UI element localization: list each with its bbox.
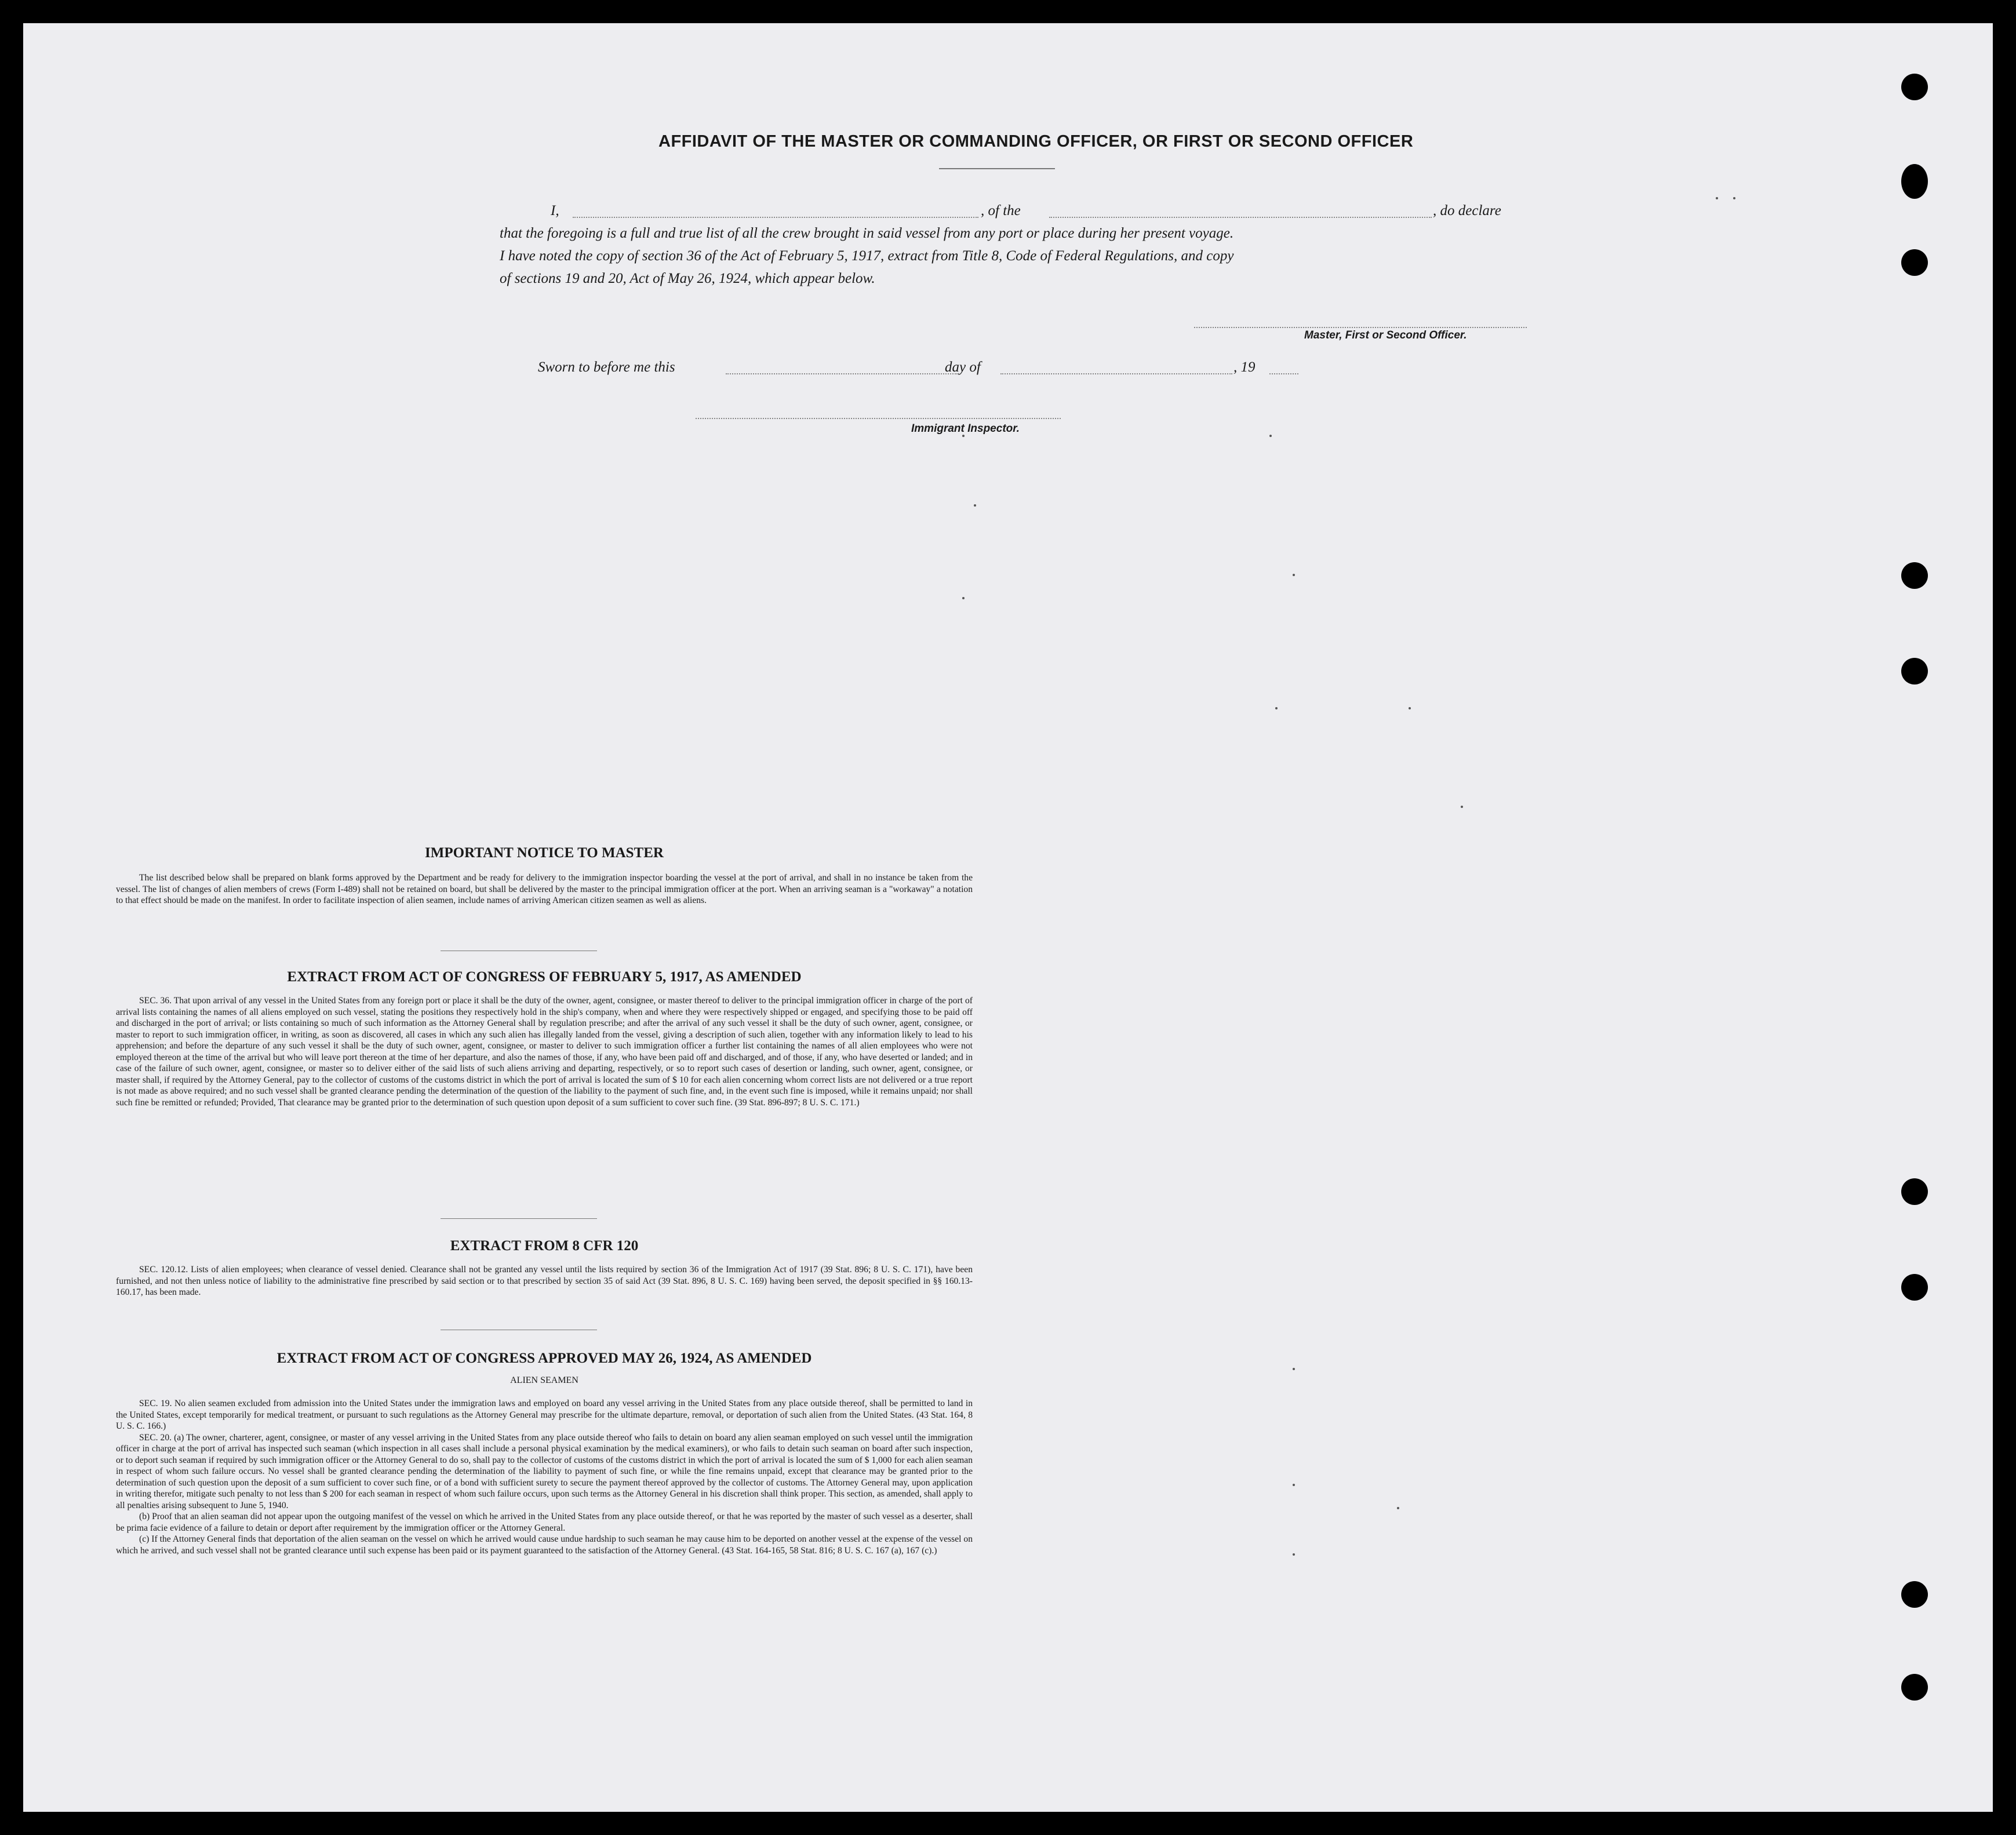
master-signature-blank[interactable] xyxy=(1194,327,1527,328)
scan-speck xyxy=(962,435,965,437)
declaration-line-1: that the foregoing is a full and true list of all the crew brought in said vessel from any port or place during her present voyage. xyxy=(500,225,1234,241)
declaration-line-3: of sections 19 and 20, Act of May 26, 1924, which appear below. xyxy=(500,271,875,286)
sec-19: SEC. 19. No alien seamen excluded from admission into the United States under the immigration laws and employed on board any vessel arriving in the United States from any place outside thereof, shall be permitted to land in the United States, except temporarily for medical treatment, or pursuant to such regulations as the Attorney General may prescribe for the ultimate departure, removal, or deportation of such alien from the United States. (43 Stat. 164, 8 U. S. C. 166.) xyxy=(116,1399,973,1431)
i-label: I, xyxy=(551,203,559,219)
month-blank[interactable] xyxy=(1000,373,1232,374)
punch-hole xyxy=(1901,1674,1928,1701)
document-page xyxy=(23,23,1993,1812)
punch-hole xyxy=(1901,249,1928,276)
scan-speck xyxy=(974,504,976,507)
sec-20a: SEC. 20. (a) The owner, charterer, agent, consignee, or master of any vessel arriving in the United States from any place outside thereof who fails to detain on board any alien seaman employed on such vessel until the immigration officer in charge at the port of arrival has inspected such seaman (which inspection in all cases shall include a personal physical examination by the medical examiners), or who fails to detain such seaman on board after such inspection, or to deport such seaman if required by such immigration officer or the Attorney General to do so, shall pay to the collector of customs of the customs district in which the port of arrival is located the sum of $ 1,000 for each alien seaman in respect of whom such failure occurs. No vessel shall be granted clearance pending the determination of the liability to payment of such fine, or while the fine remains unpaid, except that clearance may be granted prior to the determination of such question upon the deposit of a sum sufficient to cover such fine, or of a bond with sufficient surety to secure the payment thereof approved by the collector of customs. The Attorney General may, upon application in writing therefor, mitigate such penalty to not less than $ 200 for each seaman in respect of whom such failure occurs, upon such terms as the Attorney General in his discretion shall think proper. This section, as amended, shall apply to all penalties arising subsequent to June 5, 1940. xyxy=(116,1432,973,1510)
scan-speck xyxy=(1397,1507,1399,1509)
inspector-label: Immigrant Inspector. xyxy=(911,423,1020,435)
scan-speck xyxy=(1269,435,1272,437)
year-blank[interactable] xyxy=(1269,373,1298,374)
inspector-signature-blank[interactable] xyxy=(696,418,1061,419)
punch-hole xyxy=(1901,164,1928,199)
extract-cfr-title: EXTRACT FROM 8 CFR 120 xyxy=(450,1238,639,1254)
title-underline xyxy=(939,168,1055,169)
signature-label: Master, First or Second Officer. xyxy=(1304,329,1467,341)
day-of-label: day of xyxy=(945,359,981,375)
scan-speck xyxy=(1293,1553,1295,1556)
punch-hole xyxy=(1901,1178,1928,1205)
scan-speck xyxy=(1293,574,1295,576)
notice-title: IMPORTANT NOTICE TO MASTER xyxy=(425,845,664,861)
affidavit-title: AFFIDAVIT OF THE MASTER OR COMMANDING OFFICER, OR FIRST OR SECOND OFFICER xyxy=(658,132,1414,151)
scan-speck xyxy=(1409,707,1411,709)
alien-seamen-subtitle: ALIEN SEAMEN xyxy=(510,1375,578,1385)
notice-text: The list described below shall be prepared on blank forms approved by the Department and be ready for delivery to the immigration inspector boarding the vessel at the port of arrival, and shall in no instance be taken from the vessel. The list of changes of alien members of crews (Form I-489) shall not be retained on board, but shall be delivered by the master to the principal immigration officer at the port. When an arriving seaman is a "workaway" a notation to that effect should be made on the manifest. In order to facilitate inspection of alien seamen, include names of arriving American citizen seamen as well as aliens. xyxy=(116,873,973,905)
do-declare-label: , do declare xyxy=(1433,203,1501,219)
declaration-line-2: I have noted the copy of section 36 of the Act of February 5, 1917, extract from Title 8, Code of Federal Regulations, and copy xyxy=(500,248,1234,264)
punch-hole xyxy=(1901,74,1928,100)
scan-speck xyxy=(1461,806,1463,808)
punch-hole xyxy=(1901,1581,1928,1608)
punch-hole xyxy=(1901,658,1928,685)
punch-hole xyxy=(1901,1274,1928,1301)
scan-speck xyxy=(1716,197,1718,199)
scan-speck xyxy=(1293,1368,1295,1370)
year-label: , 19 xyxy=(1233,359,1256,375)
scan-speck xyxy=(1733,197,1735,199)
vessel-blank[interactable] xyxy=(1049,217,1432,218)
punch-hole xyxy=(1901,562,1928,589)
extract-cfr-text: SEC. 120.12. Lists of alien employees; when clearance of vessel denied. Clearance shall not be granted any vessel until the lists required by section 36 of the Immigration Act of 1917 (39 Stat. 896; 8 U. S. C. 171), have been furnished, and not then unless notice of liability to the administrative fine prescribed by said section or to that prescribed by section 35 of said Act (39 Stat. 896, 8 U. S. C. 169) having been served, the deposit specified in §§ 160.13-160.17, has been made. xyxy=(116,1265,973,1297)
scan-speck xyxy=(1293,1484,1295,1486)
of-the-label: , of the xyxy=(981,203,1021,219)
sworn-label: Sworn to before me this xyxy=(538,359,675,375)
divider xyxy=(441,1218,597,1219)
extract-1917-text: SEC. 36. That upon arrival of any vessel in the United States from any foreign port or place it shall be the duty of the owner, agent, consignee, or master thereof to deliver to the principal immigration officer in charge of the port of arrival lists containing the names of all aliens employed on such vessel, stating the positions they respectively hold in the ship's company, when and where they were respectively shipped or engaged, and specifying those to be paid off and discharged in the port of arrival; or lists containing so much of such information as the Attorney General shall by regulation prescribe; and after the arrival of any such vessel it shall be the duty of such owner, agent, consignee, or master to report to such immigration officer, in writing, as soon as discovered, all cases in which any such alien has illegally landed from the vessel, giving a description of such alien, together with any information likely to lead to his apprehension; and before the departure of any such vessel it shall be the duty of such owner, agent, consignee, or master to deliver to such immigration officer a further list containing the names of all alien employees who were not employed thereon at the time of the arrival but who will leave port thereon at the time of her departure, and also the names of those, if any, who have been paid off and discharged, and of those, if any, who have deserted or landed; and in case of the failure of such owner, agent, consignee, or master so to deliver either of the said lists of such aliens arriving and departing, respectively, or so to report such cases of desertion or landing, such owner, agent, consignee, or master shall, if required by the Attorney General, pay to the collector of customs of the customs district in which the port of arrival is located the sum of $ 10 for each alien concerning whom correct lists are not delivered or a true report is not made as above required; and no such vessel shall be granted clearance pending the determination of the question of the liability to the payment of such fine, and, in the event such fine is imposed, while it remains unpaid; nor shall such fine be remitted or refunded; Provided, That clearance may be granted prior to the determination of such question upon deposit of a sum sufficient to cover such fine. (39 Stat. 896-897; 8 U. S. C. 171.) xyxy=(116,996,973,1108)
scan-speck xyxy=(962,597,965,599)
scan-speck xyxy=(1275,707,1278,709)
day-blank[interactable] xyxy=(726,373,958,374)
sec-20b: (b) Proof that an alien seaman did not appear upon the outgoing manifest of the vessel on which he arrived in the United States from any place outside thereof, or that he was reported by the master of such vessel as a deserter, shall be prima facie evidence of a failure to detain or deport after requirement by the immigration officer or the Attorney General. xyxy=(116,1512,973,1533)
extract-1924-text xyxy=(116,1398,973,1556)
extract-1924-title: EXTRACT FROM ACT OF CONGRESS APPROVED MAY 26, 1924, AS AMENDED xyxy=(276,1350,812,1366)
extract-1917-title: EXTRACT FROM ACT OF CONGRESS OF FEBRUARY 5, 1917, AS AMENDED xyxy=(287,969,802,985)
name-blank[interactable] xyxy=(573,217,978,218)
sec-20c: (c) If the Attorney General finds that deportation of the alien seaman on the vessel on which he arrived would cause undue hardship to such seaman he may cause him to be deported on another vessel at the expense of the vessel on which he arrived, and such vessel shall not be granted clearance until such expense has been paid or its payment guaranteed to the satisfaction of the Attorney General. (43 Stat. 164-165, 58 Stat. 816; 8 U. S. C. 167 (a), 167 (c).) xyxy=(116,1534,973,1556)
